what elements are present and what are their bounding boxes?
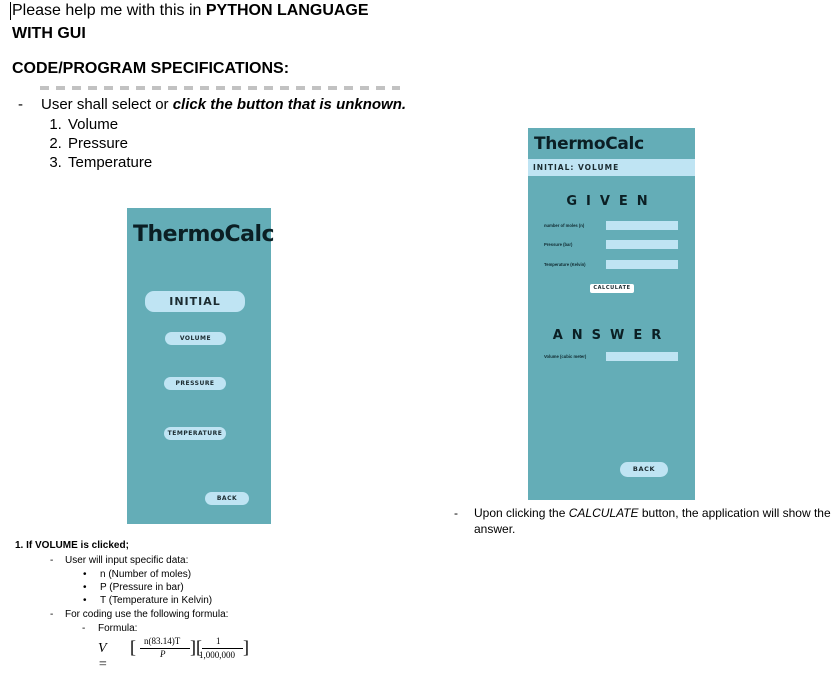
cropped-text-remnant [40,86,400,90]
formula-intro-text: For coding use the following formula: [65,609,229,620]
note-suffix: button, the application will show the answer. [474,506,831,536]
fraction-2-denominator: 1,000,000 [199,650,235,660]
volume-label: Volume (cubic meter) [544,354,587,359]
volume-button[interactable]: VOLUME [165,332,226,345]
temperature-label: Temperature (Kelvin) [544,262,586,267]
select-prefix: User shall select or [41,96,173,113]
mode-band [528,159,695,176]
back-button[interactable]: BACK [205,492,249,505]
close-bracket: ] [190,637,196,657]
formula-intro [50,608,229,621]
given-heading: GIVEN [566,194,657,209]
dash-bullet: - [82,623,86,634]
bullet-dot: • [83,582,87,593]
fraction-1-numerator: n(83.14)T [144,636,181,646]
pressure-button[interactable]: PRESSURE [164,377,226,390]
volume-output [606,352,678,361]
input-instruction [50,554,189,567]
bullet-dot: • [83,595,87,606]
question-line-2: WITH GUI [12,25,86,42]
question-line-1 [12,0,369,22]
text-cursor [10,2,11,20]
initial-label: INITIAL [145,291,245,312]
unknown-options-list [40,115,152,172]
formula-lhs: V = [98,641,108,672]
back-button[interactable]: BACK [620,462,668,477]
moles-input[interactable] [606,221,678,230]
app-title: ThermoCalc [534,134,644,154]
pressure-label: Pressure (bar) [544,242,573,247]
select-instruction [18,96,407,113]
mockup-screen-volume [528,128,695,500]
dash-bullet: - [50,609,54,620]
note-emphasis: CALCULATE [568,506,639,520]
specs-heading: CODE/PROGRAM SPECIFICATIONS: [12,60,290,77]
formula-label [82,622,138,635]
input-item-text: P (Pressure in bar) [100,582,184,593]
temperature-input[interactable] [606,260,678,269]
bullet-dot: • [83,569,87,580]
option-temperature: 3. Temperature [66,153,152,172]
fraction-2-numerator: 1 [216,636,221,646]
dash-bullet: - [50,555,54,566]
volume-section-heading: 1. If VOLUME is clicked; [15,540,129,551]
formula-label-text: Formula: [98,623,138,634]
question-prefix: Please help me with this in [12,2,206,19]
option-pressure: 2. Pressure [66,134,152,153]
option-volume: 1. Volume [66,115,152,134]
dash-bullet: - [454,506,458,520]
fraction-1-denominator: P [160,649,166,659]
mode-band-label: INITIAL: VOLUME [533,163,620,172]
fraction-2-bar [202,648,243,649]
select-emphasis: click the button that is unknown. [172,96,407,113]
mockup-screen-initial [127,208,275,524]
dash-bullet: - [18,96,23,113]
input-item-text: n (Number of moles) [100,569,192,580]
input-instruction-text: User will input specific data: [65,555,189,566]
moles-label: number of moles (n) [544,223,585,228]
calculate-button[interactable]: CALCULATE [590,284,634,293]
app-title: ThermoCalc [133,222,275,247]
open-bracket: [ [130,637,136,657]
answer-heading: ANSWER [552,328,671,343]
input-item-text: T (Temperature in Kelvin) [100,595,213,606]
note-prefix: Upon clicking the [474,506,569,520]
question-language: PYTHON LANGUAGE [205,2,369,19]
pressure-input[interactable] [606,240,678,249]
temperature-button[interactable]: TEMPERATURE [164,427,226,440]
close-bracket: ] [243,637,249,657]
open-bracket: [ [196,637,202,657]
